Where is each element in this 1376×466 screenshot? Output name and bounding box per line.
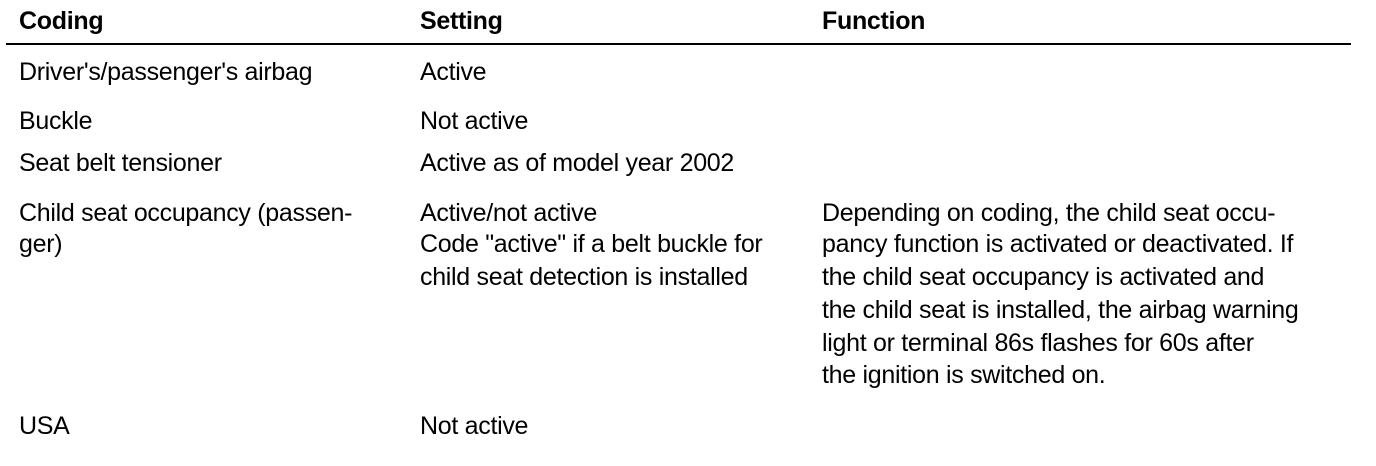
row-3-function-line-6: the ignition is switched on. [822, 361, 1106, 389]
row-1-coding: Buckle [19, 107, 93, 135]
row-3-function-line-3: the child seat occupancy is activated and [822, 263, 1265, 291]
row-2-setting: Active as of model year 2002 [420, 149, 735, 177]
row-3-function-line-4: the child seat is installed, the airbag warning [822, 296, 1299, 324]
row-2-coding: Seat belt tensioner [19, 149, 222, 177]
row-4-setting: Not active [420, 412, 529, 440]
row-4-coding: USA [19, 412, 70, 440]
row-0-setting: Active [420, 58, 487, 86]
header-function: Function [822, 7, 926, 35]
row-3-setting-line-3: child seat detection is installed [420, 263, 748, 291]
row-3-function-line-1: Depending on coding, the child seat occu- [822, 199, 1276, 227]
row-3-setting-line-1: Active/not active [420, 199, 597, 227]
header-setting: Setting [420, 7, 503, 35]
row-1-setting: Not active [420, 107, 529, 135]
row-0-coding: Driver's/passenger's airbag [19, 58, 313, 86]
header-divider [6, 43, 1351, 45]
row-3-setting-line-2: Code "active" if a belt buckle for [420, 230, 763, 258]
row-3-function-line-5: light or terminal 86s flashes for 60s after [822, 329, 1254, 357]
row-3-function-line-2: pancy function is activated or deactivated. If [822, 230, 1294, 258]
header-coding: Coding [19, 7, 104, 35]
row-3-coding-line-1: Child seat occupancy (passen- [19, 199, 353, 227]
row-3-coding-line-2: ger) [19, 230, 63, 258]
